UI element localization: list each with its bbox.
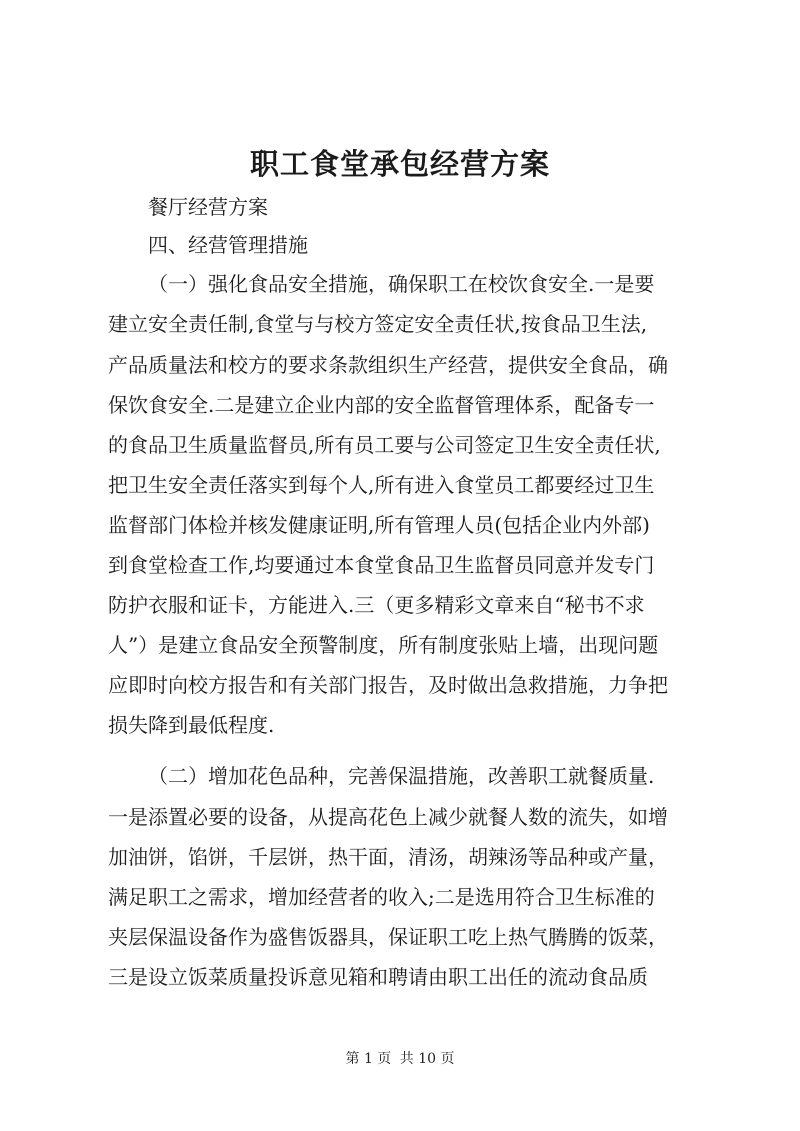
page-footer (0, 1048, 800, 1068)
text-line: 防护衣服和证卡，方能进入.三（更多精彩文章来自“秘书不求 (108, 593, 645, 617)
text-line: 人”）是建立食品安全预警制度，所有制度张贴上墙，出现问题 (108, 633, 659, 657)
page-total: 共 10 页 (399, 1051, 455, 1067)
text-line: 四、经营管理措施 (148, 233, 308, 257)
text-line: 把卫生安全责任落实到每个人,所有进入食堂员工都要经过卫生 (108, 473, 655, 497)
text-line: 一是添置必要的设备，从提高花色上减少就餐人数的流失，如增 (108, 805, 668, 829)
text-line: 夹层保温设备作为盛售饭器具，保证职工吃上热气腾腾的饭菜， (108, 925, 668, 949)
text-line: 损失降到最低程度. (108, 713, 275, 737)
text-line: 建立安全责任制,食堂与与校方签定安全责任状,按食品卫生法, (108, 312, 648, 336)
text-line: 保饮食安全.二是建立企业内部的安全监督管理体系，配备专一 (108, 393, 655, 417)
text-line: （一）强化食品安全措施，确保职工在校饮食安全.一是要 (148, 272, 655, 296)
text-line: 餐厅经营方案 (148, 195, 268, 219)
text-line: 三是设立饭菜质量投诉意见箱和聘请由职工出任的流动食品质 (108, 965, 648, 989)
text-line: 的食品卫生质量监督员,所有员工要与公司签定卫生安全责任状, (108, 433, 661, 457)
text-line: 产品质量法和校方的要求条款组织生产经营，提供安全食品，确 (108, 353, 668, 377)
page-number: 第 1 页 (345, 1051, 392, 1067)
text-line: 到食堂检查工作,均要通过本食堂食品卫生监督员同意并发专门 (108, 553, 655, 577)
text-line: （二）增加花色品种，完善保温措施，改善职工就餐质量. (148, 764, 655, 788)
text-line: 满足职工之需求，增加经营者的收入;二是选用符合卫生标准的 (108, 885, 655, 909)
text-line: 应即时向校方报告和有关部门报告，及时做出急救措施，力争把 (108, 673, 668, 697)
text-line: 加油饼，馅饼，千层饼，热干面，清汤，胡辣汤等品种或产量， (108, 845, 668, 869)
text-line: 监督部门体检并核发健康证明,所有管理人员(包括企业内外部) (108, 513, 650, 537)
document-title: 职工食堂承包经营方案 (249, 147, 550, 181)
